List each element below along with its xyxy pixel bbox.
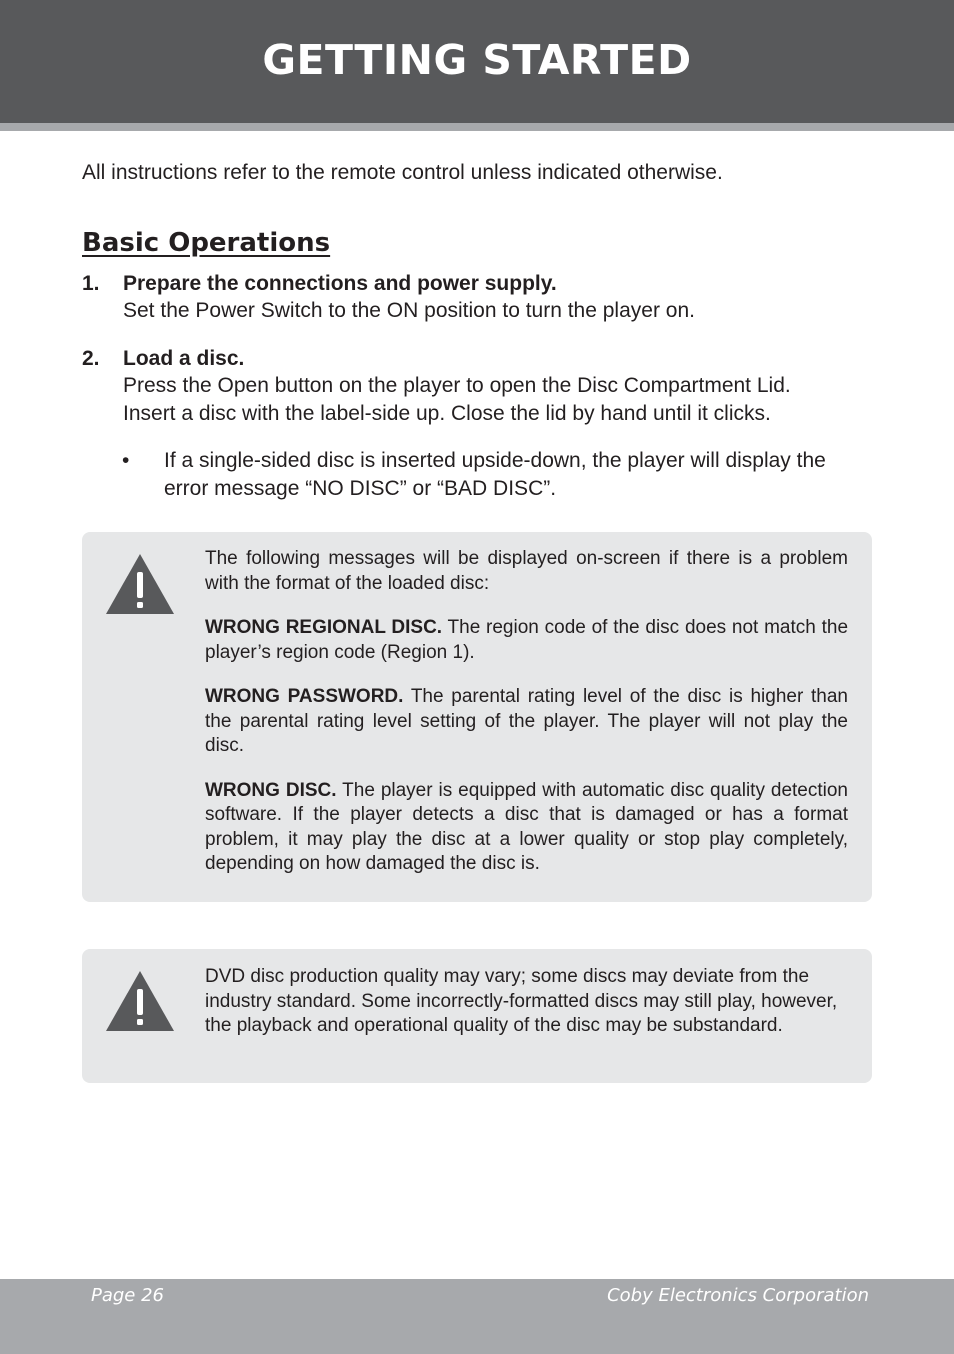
note-term: WRONG DISC. [205,779,337,801]
bullet-dot: • [122,449,130,472]
note-item [205,616,848,665]
step-line: Insert a disc with the label-side up. Close the lid by hand until it clicks. [123,402,771,425]
note-content [205,547,848,877]
section-title: Basic Operations [82,228,331,258]
note-intro: The following messages will be displayed on-screen if there is a problem with the format of the loaded disc: [205,548,848,594]
bullet-text: If a single-sided disc is inserted upside-down, the player will display the error message “NO DISC” or “BAD DISC”. [164,449,826,500]
note-desc: The parental rating level of the disc is higher than the parental rating level setting of the player. The player will not play the disc. [205,686,848,756]
warning-icon [104,969,176,1033]
step-number: 2. [82,347,100,370]
note-item [205,779,848,877]
disc-quality-note [82,949,872,1083]
company-name: Coby Electronics Corporation [607,1285,869,1306]
note-text: DVD disc production quality may vary; some discs may deviate from the industry standard. Some incorrectly-formatted discs may still play, however, the playback and operational quality of the disc may be substandard. [205,966,838,1036]
note-desc: The region code of the disc does not match the player’s region code (Region 1). [205,617,849,663]
step-line: Press the Open button on the player to open the Disc Compartment Lid. [123,374,791,397]
step-title: Load a disc. [123,347,245,370]
step-body [123,297,883,325]
step-line: Set the Power Switch to the ON position to turn the player on. [123,299,695,322]
warning-icon [104,552,176,616]
header-divider [0,123,954,131]
page-title: GETTING STARTED [262,36,692,84]
disc-messages-note [82,532,872,902]
note-term: WRONG PASSWORD. [205,686,404,707]
note-desc: The player is equipped with automatic disc quality detection software. If the player detects a disc that is damaged or has a format problem, it may play the disc at a lower quality or stop play completely, depending on how damaged the disc is. [205,779,848,874]
page-number: Page 26 [91,1285,165,1306]
step-body [123,372,883,428]
note-term: WRONG REGIONAL DISC. [205,617,443,638]
intro-text: All instructions refer to the remote control unless indicated otherwise. [82,161,723,184]
step-number: 1. [82,272,100,295]
note-item [205,685,848,759]
note-content [205,965,848,1039]
step-title: Prepare the connections and power supply. [123,272,557,295]
